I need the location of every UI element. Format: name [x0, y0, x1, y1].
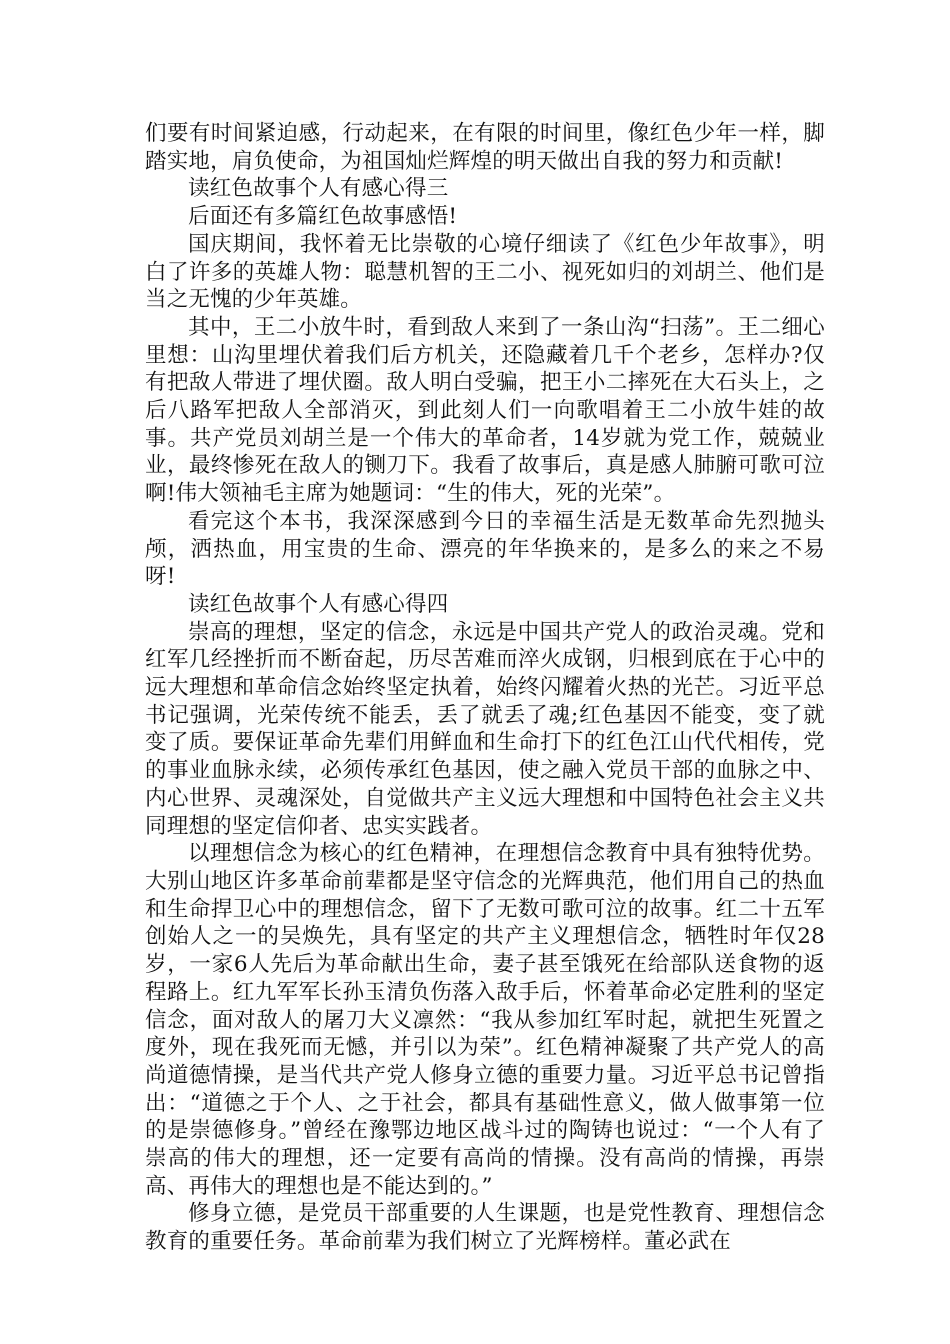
paragraph: 其中，王二小放牛时，看到敌人来到了一条山沟“扫荡”。王二细心里想：山沟里埋伏着我们后方机关，还隐藏着几千个老乡，怎样办?仅有把敌人带进了埋伏圈。敌人明白受骗，把王小二摔死在大石头上，之后八路军把敌人全部消灭，到此刻人们一向歌唱着王二小放牛娃的故事。共产党员刘胡兰是一个伟大的革命者，14岁就为党工作，兢兢业业，最终惨死在敌人的铡刀下。我看了故事后，真是感人肺腑可歌可泣啊!伟大领袖毛主席为她题词：“生的伟大，死的光荣”。	[145, 314, 825, 507]
document-body	[145, 120, 825, 1256]
paragraph: 后面还有多篇红色故事感悟!	[188, 204, 458, 230]
paragraph-continuation: 们要有时间紧迫感，行动起来，在有限的时间里，像红色少年一样，脚踏实地，肩负使命，为祖国灿烂辉煌的明天做出自我的努力和贡献!	[145, 121, 825, 174]
section-heading-4: 读红色故事个人有感心得四	[188, 591, 449, 617]
paragraph: 以理想信念为核心的红色精神，在理想信念教育中具有独特优势。大别山地区许多革命前辈都是坚守信念的光辉典范，他们用自己的热血和生命捍卫心中的理想信念，留下了无数可歌可泣的故事。红二十五军创始人之一的吴焕先，具有坚定的共产主义理想信念，牺牲时年仅28岁，一家6人先后为革命献出生命，妻子甚至饿死在给部队送食物的返程路上。红九军军长孙玉清负伤落入敌手后，怀着革命必定胜利的坚定信念，面对敌人的屠刀大义凛然：“我从参加红军时起，就把生死置之度外，现在我死而无憾，并引以为荣”。红色精神凝聚了共产党人的高尚道德情操，是当代共产党人修身立德的重要力量。习近平总书记曾指出：“道德之于个人、之于社会，都具有基础性意义，做人做事第一位的是崇德修身。”曾经在豫鄂边地区战斗过的陶铸也说过：“一个人有了崇高的伟大的理想，还一定要有高尚的情操。没有高尚的情操，再崇高、再伟大的理想也是不能达到的。”	[145, 841, 825, 1199]
paragraph: 崇高的理想，坚定的信念，永远是中国共产党人的政治灵魂。党和红军几经挫折而不断奋起，历尽苦难而淬火成钢，归根到底在于心中的远大理想和革命信念始终坚定执着，始终闪耀着火热的光芒。习近平总书记强调，光荣传统不能丢，丢了就丢了魂;红色基因不能变，变了就变了质。要保证革命先辈们用鲜血和生命打下的红色江山代代相传，党的事业血脉永续，必须传承红色基因，使之融入党员干部的血脉之中、内心世界、灵魂深处，自觉做共产主义远大理想和中国特色社会主义共同理想的坚定信仰者、忠实实践者。	[145, 619, 825, 839]
paragraph: 看完这个本书，我深深感到今日的幸福生活是无数革命先烈抛头颅，洒热血，用宝贵的生命、漂亮的年华换来的，是多么的来之不易呀!	[145, 508, 825, 590]
paragraph: 国庆期间，我怀着无比崇敬的心境仔细读了《红色少年故事》，明白了许多的英雄人物：聪慧机智的王二小、视死如归的刘胡兰、他们是当之无愧的少年英雄。	[145, 231, 825, 313]
section-heading-3: 读红色故事个人有感心得三	[188, 176, 449, 202]
paragraph: 修身立德，是党员干部重要的人生课题，也是党性教育、理想信念教育的重要任务。革命前辈为我们树立了光辉榜样。董必武在	[145, 1201, 825, 1255]
